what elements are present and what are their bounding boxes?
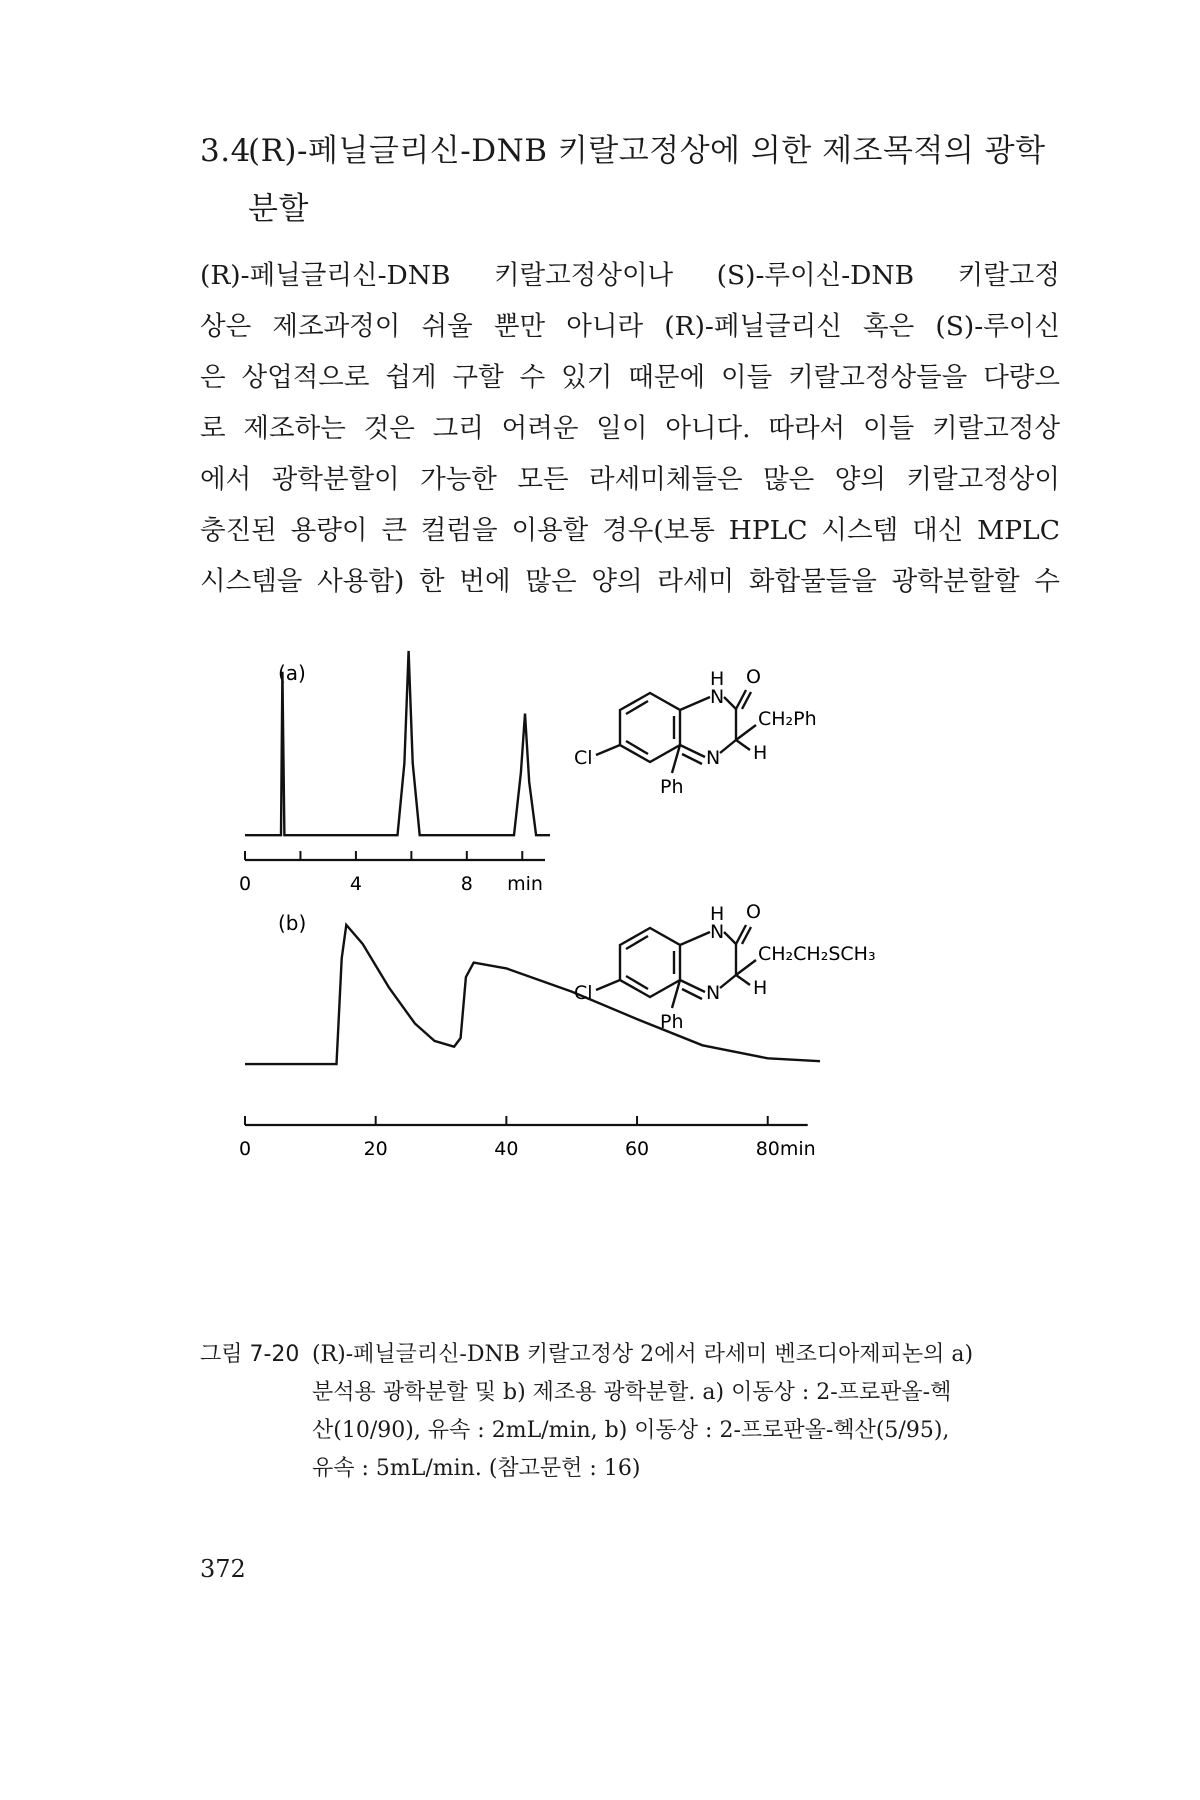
chromatogram-figure bbox=[238, 655, 970, 1305]
atom-label: N bbox=[710, 686, 725, 708]
atom-label: O bbox=[746, 666, 761, 688]
structure-b bbox=[574, 901, 876, 1033]
atom-label: Cl bbox=[574, 747, 593, 769]
body-line: 상은 제조과정이 쉬울 뿐만 아니라 (R)-페닐글리신 혹은 (S)-루이신 bbox=[200, 311, 1060, 342]
panel-b-tick-label: 0 bbox=[238, 1138, 252, 1160]
atom-label: O bbox=[746, 901, 761, 923]
body-line: 은 상업적으로 쉽게 구할 수 있기 때문에 이들 키랄고정상들을 다량으 bbox=[200, 362, 1060, 393]
section-title-line-2: 분할 bbox=[248, 191, 309, 227]
panel-b bbox=[239, 911, 820, 1160]
atom-label: Cl bbox=[574, 982, 593, 1004]
caption-line: 산(10/90), 유속 : 2mL/min, b) 이동상 : 2-프로판올-헥산(5/95), bbox=[312, 1418, 950, 1443]
body-line: (R)-페닐글리신-DNB 키랄고정상이나 (S)-루이신-DNB 키랄고정 bbox=[200, 260, 1060, 291]
body-paragraph bbox=[200, 250, 1060, 607]
section-number: 3.4 bbox=[200, 133, 251, 169]
caption-label: 그림 7-20 bbox=[200, 1342, 300, 1367]
panel-b-ticks bbox=[245, 1116, 768, 1125]
panel-a-label: (a) bbox=[278, 661, 306, 685]
panel-b-tick-label: 60 bbox=[624, 1138, 650, 1160]
body-line: 에서 광학분할이 가능한 모든 라세미체들은 많은 양의 키랄고정상이 bbox=[200, 464, 1060, 495]
atom-label: Ph bbox=[660, 1011, 684, 1033]
caption-line: (R)-페닐글리신-DNB 키랄고정상 2에서 라세미 벤조디아제피논의 a) bbox=[312, 1342, 974, 1367]
body-line: 시스템을 사용함) 한 번에 많은 양의 라세미 화합물들을 광학분할할 수 bbox=[200, 566, 1060, 597]
panel-a-axis-unit: min bbox=[507, 873, 543, 895]
substituent-label: CH₂CH₂SCH₃ bbox=[758, 943, 876, 965]
section-heading bbox=[200, 122, 1060, 238]
body-line: 충진된 용량이 큰 컬럼을 이용할 경우(보통 HPLC 시스템 대신 MPLC bbox=[200, 515, 1060, 546]
body-line: 로 제조하는 것은 그리 어려운 일이 아니다. 따라서 이들 키랄고정상 bbox=[200, 413, 1060, 444]
atom-label: Ph bbox=[660, 776, 684, 798]
atom-label: H bbox=[753, 977, 768, 999]
panel-a-tick-label: 8 bbox=[460, 873, 473, 895]
panel-b-tick-label: 20 bbox=[363, 1138, 388, 1160]
atom-label: N bbox=[706, 747, 721, 769]
structure-a bbox=[574, 666, 817, 798]
panel-a bbox=[239, 651, 550, 895]
panel-b-tick-label: 80min bbox=[755, 1138, 816, 1160]
figure-svg bbox=[238, 655, 970, 1305]
panel-b-label: (b) bbox=[278, 911, 307, 935]
panel-a-tick-label: 0 bbox=[238, 873, 252, 895]
atom-label: H bbox=[710, 668, 725, 690]
panel-a-ticks bbox=[245, 851, 522, 860]
panel-b-trace bbox=[245, 925, 820, 1064]
atom-label: H bbox=[753, 742, 768, 764]
atom-label: N bbox=[710, 921, 725, 943]
atom-label: N bbox=[706, 982, 721, 1004]
substituent-label: CH₂Ph bbox=[758, 708, 817, 730]
caption-line: 유속 : 5mL/min. (참고문헌 : 16) bbox=[312, 1456, 641, 1481]
panel-a-tick-label: 4 bbox=[349, 873, 362, 895]
caption-text bbox=[312, 1336, 1060, 1488]
atom-label: H bbox=[710, 903, 725, 925]
page-number: 372 bbox=[200, 1555, 246, 1583]
panel-b-tick-label: 40 bbox=[494, 1138, 519, 1160]
caption-line: 분석용 광학분할 및 b) 제조용 광학분할. a) 이동상 : 2-프로판올-헥 bbox=[312, 1380, 952, 1405]
section-title-line-1: (R)-페닐글리신-DNB 키랄고정상에 의한 제조목적의 광학 bbox=[248, 133, 1046, 169]
